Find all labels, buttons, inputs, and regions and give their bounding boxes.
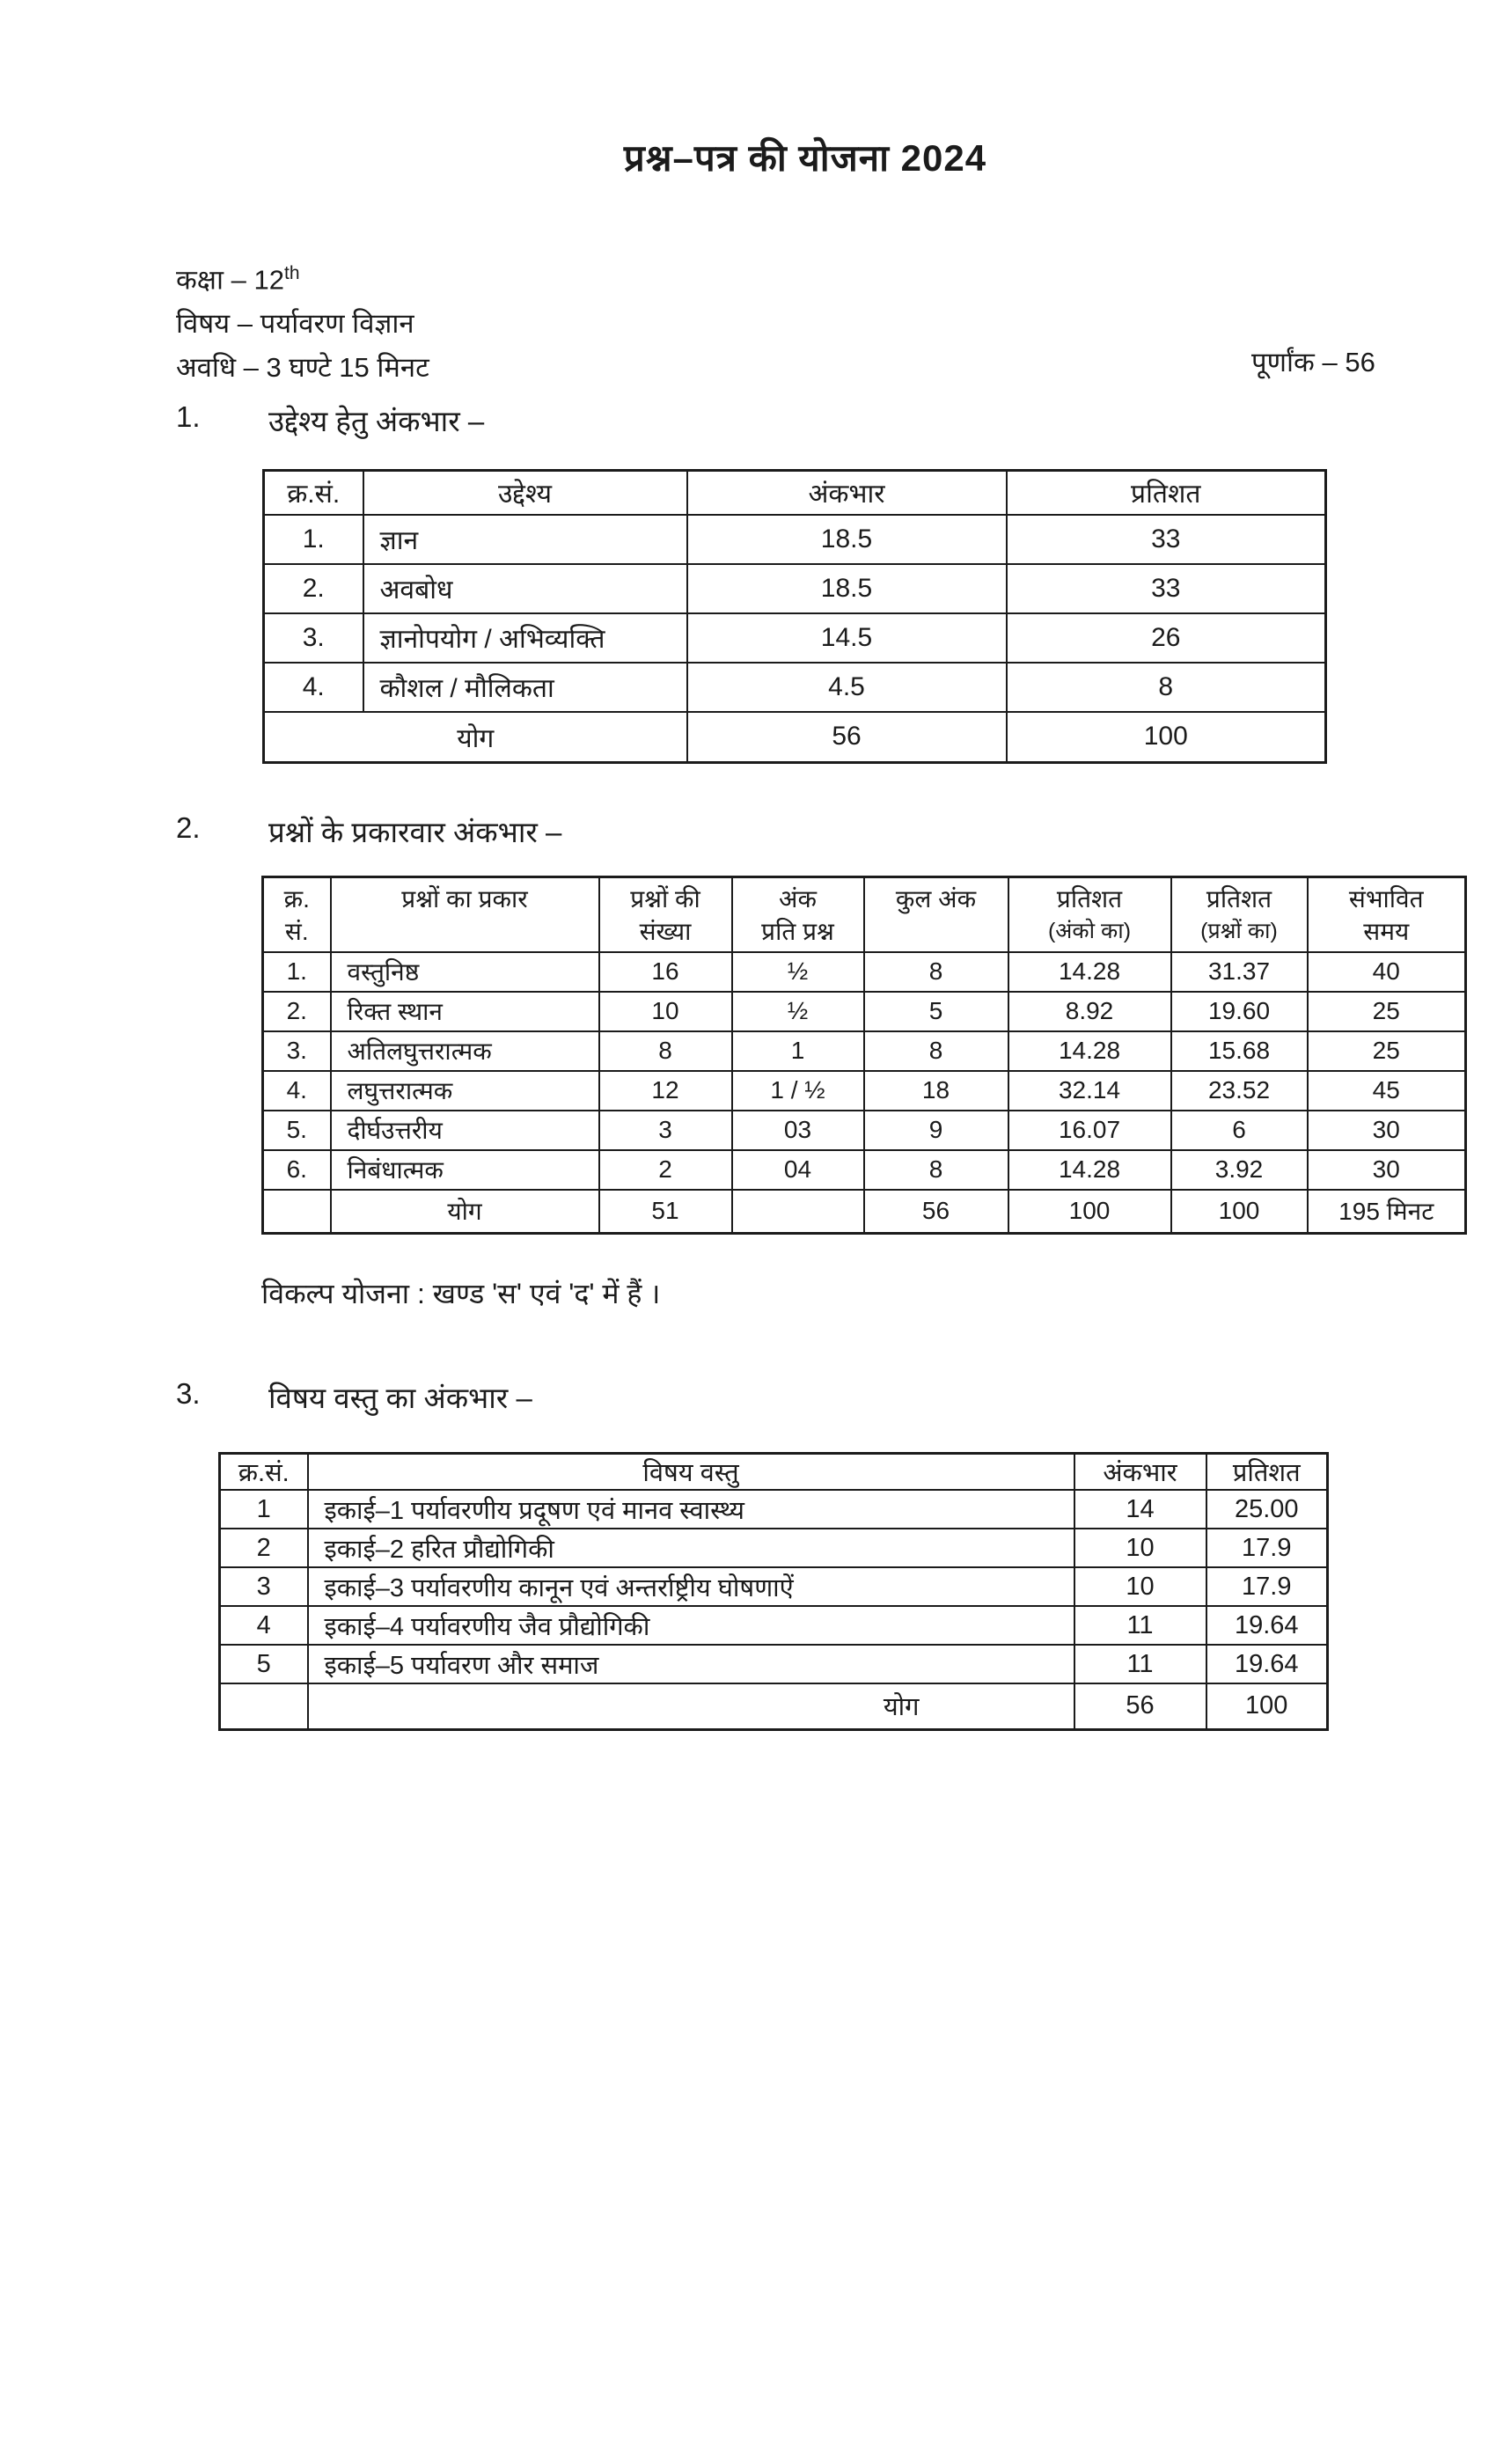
table-cell: 18.5 [687,564,1007,613]
table-cell: 2 [599,1150,732,1190]
table-cell: 19.64 [1206,1606,1328,1645]
table-cell: 33 [1007,564,1326,613]
table-cell: 100 [1007,712,1326,763]
table-cell: 8 [864,1150,1008,1190]
table-cell: 33 [1007,515,1326,564]
table-total-row [220,1683,1328,1729]
table-cell: 14.28 [1008,952,1171,992]
table-cell: 40 [1308,952,1466,992]
table-cell: 12 [599,1071,732,1111]
table-cell: इकाई–2 हरित प्रौद्योगिकी [308,1529,1074,1567]
table-cell: 23.52 [1171,1071,1308,1111]
objectives-table [262,469,1327,764]
table-cell: 8 [1007,663,1326,712]
table-cell: 3. [264,613,363,663]
table-cell: अवबोध [363,564,687,613]
table-cell: 56 [1074,1683,1206,1729]
header-line: संख्या [639,918,692,945]
table-cell: 25.00 [1206,1490,1328,1529]
table-cell: 4 [220,1606,308,1645]
table-row [263,1111,1466,1150]
total-label-cell: योग [264,712,687,763]
header-line: अंक [779,885,817,913]
column-header [1171,877,1308,952]
table-cell: 100 [1008,1190,1171,1234]
header-line: प्रश्नों की [630,885,700,913]
table-cell: 8.92 [1008,992,1171,1031]
table-row [263,992,1466,1031]
table-cell: 1 [220,1490,308,1529]
table-cell: 1 [732,1031,864,1071]
table-cell: 100 [1171,1190,1308,1234]
table-row [220,1645,1328,1683]
table-cell: 2. [263,992,331,1031]
table-cell: रिक्त स्थान [331,992,599,1031]
header-line: क्र. [283,885,310,913]
duration-line: अवधि – 3 घण्टे 15 मिनट [176,352,429,384]
table-cell [220,1683,308,1729]
table-cell [263,1190,331,1234]
table-row [220,1529,1328,1567]
table-cell: 18 [864,1071,1008,1111]
table-cell: 5 [864,992,1008,1031]
table-cell: ज्ञान [363,515,687,564]
section-2-title: प्रश्नों के प्रकारवार अंकभार – [268,816,562,848]
table-cell: 5 [220,1645,308,1683]
table-cell: इकाई–4 पर्यावरणीय जैव प्रौद्योगिकी [308,1606,1074,1645]
column-header [864,877,1008,952]
table-row [263,1150,1466,1190]
table-cell: 51 [599,1190,732,1234]
class-label: कक्षा – 12 [176,264,285,296]
table-cell: 8 [599,1031,732,1071]
header-line: प्रश्नों का प्रकार [401,885,528,913]
table-cell: दीर्घउत्तरीय [331,1111,599,1150]
table-row [264,613,1326,663]
table-cell: 18.5 [687,515,1007,564]
section-3-heading [176,1377,532,1417]
column-header: अंकभार [687,471,1007,515]
table-cell: 14.5 [687,613,1007,663]
table-row [264,564,1326,613]
table-cell: 56 [687,712,1007,763]
table-cell: 14 [1074,1490,1206,1529]
table-cell: 10 [1074,1529,1206,1567]
table-cell: 1 / ½ [732,1071,864,1111]
option-plan-note: विकल्प योजना : खण्ड 'स' एवं 'द' में हैं । [261,1278,661,1309]
table-cell: लघुत्तरात्मक [331,1071,599,1111]
column-header [732,877,864,952]
table-cell: 10 [599,992,732,1031]
full-marks: पूर्णांक – 56 [1251,347,1375,378]
section-2-heading [176,811,561,851]
table-row [263,1031,1466,1071]
header-line: प्रतिशत [1206,885,1272,913]
exam-meta [176,252,429,390]
table-cell: 31.37 [1171,952,1308,992]
table-cell: 15.68 [1171,1031,1308,1071]
column-header: प्रतिशत [1007,471,1326,515]
table-cell: 1. [264,515,363,564]
table-cell: 4. [263,1071,331,1111]
table-cell: 6 [1171,1111,1308,1150]
header-line: सं. [284,918,309,945]
column-header: विषय वस्तु [308,1454,1074,1491]
table-cell: 11 [1074,1606,1206,1645]
table-cell: कौशल / मौलिकता [363,663,687,712]
table-cell: 17.9 [1206,1567,1328,1606]
table-cell: 30 [1308,1150,1466,1190]
section-1-heading [176,400,484,440]
table-cell: 11 [1074,1645,1206,1683]
header-line: प्रति प्रश्न [761,918,834,945]
table-cell: 2 [220,1529,308,1567]
table-cell: 26 [1007,613,1326,663]
subject-line: विषय – पर्यावरण विज्ञान [176,308,414,340]
table-cell: 1. [263,952,331,992]
table-total-row [263,1190,1466,1234]
table-row [263,1071,1466,1111]
table-cell: 14.28 [1008,1150,1171,1190]
table-cell: 32.14 [1008,1071,1171,1111]
table-cell: 19.60 [1171,992,1308,1031]
table-cell: 56 [864,1190,1008,1234]
table-row [220,1567,1328,1606]
section-3-number: 3. [176,1377,201,1410]
table-total-row [264,712,1326,763]
table-cell: 3 [599,1111,732,1150]
table-cell: 17.9 [1206,1529,1328,1567]
table-cell: निबंधात्मक [331,1150,599,1190]
column-header: क्र.सं. [220,1454,308,1491]
table-cell: 5. [263,1111,331,1150]
table-cell: 6. [263,1150,331,1190]
column-header: क्र.सं. [264,471,363,515]
table-cell: 3.92 [1171,1150,1308,1190]
column-header [599,877,732,952]
table-cell: ½ [732,992,864,1031]
table-cell: 100 [1206,1683,1328,1729]
class-superscript: th [284,263,300,283]
table-cell [732,1190,864,1234]
header-line: (प्रश्नों का) [1200,919,1278,943]
table-cell: 14.28 [1008,1031,1171,1071]
table-row [264,663,1326,712]
total-label-cell: योग [308,1683,1074,1729]
table-row [220,1490,1328,1529]
column-header [263,877,331,952]
table-header-row [264,471,1326,515]
table-row [264,515,1326,564]
section-3-title: विषय वस्तु का अंकभार – [268,1382,532,1414]
table-cell: 16.07 [1008,1111,1171,1150]
table-cell: 8 [864,952,1008,992]
table-cell: ज्ञानोपयोग / अभिव्यक्ति [363,613,687,663]
total-label-cell: योग [331,1190,599,1234]
content-weightage-table [218,1452,1329,1731]
table-header-row [263,877,1466,952]
table-cell: 195 मिनट [1308,1190,1466,1234]
column-header [1008,877,1171,952]
table-cell: ½ [732,952,864,992]
table-cell: इकाई–5 पर्यावरण और समाज [308,1645,1074,1683]
table-cell: 25 [1308,992,1466,1031]
section-1-title: उद्देश्य हेतु अंकभार – [268,405,485,437]
table-cell: 04 [732,1150,864,1190]
column-header: उद्देश्य [363,471,687,515]
table-row [263,952,1466,992]
section-2-number: 2. [176,811,201,844]
column-header: प्रतिशत [1206,1454,1328,1491]
table-cell: 45 [1308,1071,1466,1111]
table-row [220,1606,1328,1645]
table-cell: 3 [220,1567,308,1606]
table-cell: 16 [599,952,732,992]
table-cell: 30 [1308,1111,1466,1150]
header-line: (अंको का) [1047,919,1132,943]
table-cell: वस्तुनिष्ठ [331,952,599,992]
table-cell: 10 [1074,1567,1206,1606]
table-cell: 25 [1308,1031,1466,1071]
header-line: कुल अंक [895,885,977,913]
table-cell: 8 [864,1031,1008,1071]
class-line [176,252,429,302]
table-cell: 4. [264,663,363,712]
table-cell: अतिलघुत्तरात्मक [331,1031,599,1071]
header-line: समय [1363,918,1410,945]
table-cell: 2. [264,564,363,613]
table-cell: इकाई–1 पर्यावरणीय प्रदूषण एवं मानव स्वास्थ्य [308,1490,1074,1529]
table-cell: 4.5 [687,663,1007,712]
table-cell: 3. [263,1031,331,1071]
column-header [1308,877,1466,952]
table-cell: 19.64 [1206,1645,1328,1683]
column-header [331,877,599,952]
table-header-row [220,1454,1328,1491]
table-cell: इकाई–3 पर्यावरणीय कानून एवं अन्तर्राष्ट्रीय घोषणाऐं [308,1567,1074,1606]
header-line: प्रतिशत [1056,885,1123,913]
question-types-table [261,876,1467,1235]
table-cell: 9 [864,1111,1008,1150]
header-line: संभावित [1348,885,1424,913]
page-title: प्रश्न–पत्र की योजना 2024 [623,137,987,179]
section-1-number: 1. [176,400,201,433]
table-cell: 03 [732,1111,864,1150]
column-header: अंकभार [1074,1454,1206,1491]
